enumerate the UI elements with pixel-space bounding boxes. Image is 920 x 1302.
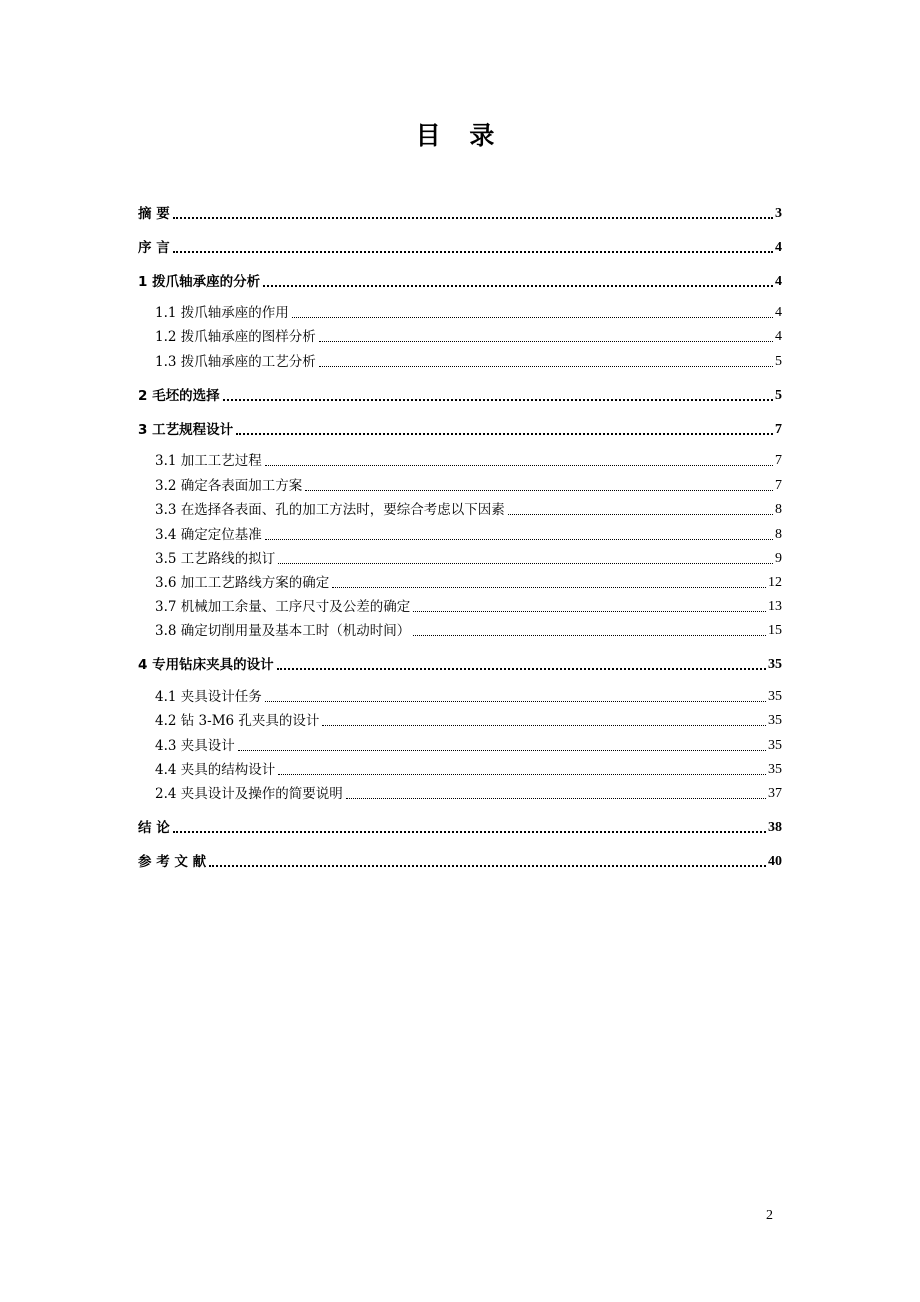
toc-entry[interactable]: [155, 710, 782, 732]
toc-entry-page-number: 38: [768, 820, 782, 835]
toc-dot-leader: [319, 366, 773, 367]
toc-dot-leader: [265, 465, 773, 466]
toc-dot-leader: [278, 563, 773, 564]
toc-dot-leader: [236, 433, 773, 435]
toc-entry[interactable]: [138, 271, 782, 293]
toc-entry-label: 2.4 夹具设计及操作的简要说明: [155, 786, 343, 802]
toc-entry[interactable]: [155, 351, 782, 373]
toc-entry-page-number: 5: [775, 388, 782, 403]
page-number: 2: [766, 1208, 773, 1223]
toc-entry-page-number: 4: [775, 274, 782, 289]
toc-dot-leader: [173, 251, 773, 253]
toc-entry-label: 3.3 在选择各表面、孔的加工方法时，要综合考虑以下因素: [155, 502, 505, 518]
toc-entry[interactable]: [155, 686, 782, 708]
toc-dot-leader: [173, 831, 766, 833]
toc-entry[interactable]: [155, 524, 782, 546]
toc-entry-label: 参 考 文 献: [138, 854, 207, 870]
toc-entry[interactable]: [155, 302, 782, 324]
toc-entry[interactable]: [155, 735, 782, 757]
toc-dot-leader: [263, 285, 773, 287]
toc-entry[interactable]: [138, 851, 782, 873]
toc-entry-page-number: 13: [768, 599, 782, 614]
toc-entry-label: 4.4 夹具的结构设计: [155, 762, 276, 778]
toc-entry-label: 4 专用钻床夹具的设计: [138, 657, 274, 673]
toc-entry-label: 4.1 夹具设计任务: [155, 689, 262, 705]
page-title: 目 录: [415, 121, 505, 150]
toc-entry-label: 3.7 机械加工余量、工序尺寸及公差的确定: [155, 599, 411, 615]
toc-entry-page-number: 35: [768, 738, 782, 753]
toc-entry-page-number: 8: [775, 527, 782, 542]
toc-entry-page-number: 4: [775, 305, 782, 320]
toc-dot-leader: [332, 587, 766, 588]
toc-entry-page-number: 3: [775, 206, 782, 221]
toc-entry[interactable]: [155, 499, 782, 521]
toc-entry-page-number: 15: [768, 623, 782, 638]
toc-entry-label: 3.2 确定各表面加工方案: [155, 478, 303, 494]
toc-entry-label: 3.8 确定切削用量及基本工时（机动时间）: [155, 623, 411, 639]
toc-dot-leader: [223, 399, 773, 401]
toc-entry-page-number: 7: [775, 422, 782, 437]
toc-dot-leader: [209, 865, 766, 867]
toc-entry-label: 结 论: [138, 820, 170, 836]
toc-entry-label: 3.5 工艺路线的拟订: [155, 551, 276, 567]
toc-dot-leader: [292, 317, 773, 318]
toc-entry[interactable]: [138, 237, 782, 259]
toc-dot-leader: [265, 701, 766, 702]
toc-dot-leader: [305, 490, 773, 491]
toc-entry-label: 3.1 加工工艺过程: [155, 453, 262, 469]
toc-entry-label: 4.2 钻 3-M6 孔夹具的设计: [155, 713, 320, 729]
toc-entry-page-number: 35: [768, 689, 782, 704]
toc-entry[interactable]: [155, 450, 782, 472]
toc-entry[interactable]: [155, 759, 782, 781]
toc-entry-label: 1 拨爪轴承座的分析: [138, 274, 261, 290]
toc-entry[interactable]: [138, 419, 782, 441]
toc-entry-page-number: 35: [768, 762, 782, 777]
toc-entry-label: 1.1 拨爪轴承座的作用: [155, 305, 289, 321]
toc-entry-label: 2 毛坯的选择: [138, 388, 220, 404]
toc-entry-page-number: 40: [768, 854, 782, 869]
toc-entry-page-number: 9: [775, 551, 782, 566]
toc-entry-page-number: 35: [768, 657, 782, 672]
toc-dot-leader: [413, 611, 766, 612]
toc-entry-page-number: 4: [775, 329, 782, 344]
toc-dot-leader: [322, 725, 766, 726]
toc-entry[interactable]: [155, 326, 782, 348]
toc-dot-leader: [508, 514, 773, 515]
toc-entry[interactable]: [155, 475, 782, 497]
toc-entry[interactable]: [138, 385, 782, 407]
toc-entry-page-number: 35: [768, 713, 782, 728]
toc-entry[interactable]: [138, 817, 782, 839]
toc-entry[interactable]: [155, 783, 782, 805]
toc-entry-label: 1.2 拨爪轴承座的图样分析: [155, 329, 316, 345]
toc-entry-label: 4.3 夹具设计: [155, 738, 235, 754]
toc-dot-leader: [265, 539, 773, 540]
toc-entry-page-number: 8: [775, 502, 782, 517]
toc-entry[interactable]: [155, 548, 782, 570]
toc-entry-label: 序 言: [138, 240, 170, 256]
toc-entry[interactable]: [155, 572, 782, 594]
toc-entry-label: 3 工艺规程设计: [138, 422, 234, 438]
toc-dot-leader: [277, 668, 766, 670]
toc-entry-label: 3.4 确定定位基准: [155, 527, 262, 543]
toc-entry-page-number: 5: [775, 354, 782, 369]
toc-entry-page-number: 37: [768, 786, 782, 801]
toc-entry[interactable]: [138, 654, 782, 676]
toc-dot-leader: [238, 750, 766, 751]
toc-entry[interactable]: [155, 596, 782, 618]
toc-entry-label: 3.6 加工工艺路线方案的确定: [155, 575, 330, 591]
toc-dot-leader: [173, 217, 773, 219]
toc-dot-leader: [346, 798, 766, 799]
toc-entry-page-number: 4: [775, 240, 782, 255]
toc-entry-label: 1.3 拨爪轴承座的工艺分析: [155, 354, 316, 370]
toc-entry[interactable]: [138, 203, 782, 225]
toc-dot-leader: [319, 341, 773, 342]
toc-entry-label: 摘 要: [138, 206, 170, 222]
toc-dot-leader: [413, 635, 766, 636]
toc-entry-page-number: 7: [775, 478, 782, 493]
toc-dot-leader: [278, 774, 766, 775]
toc-entry-page-number: 12: [768, 575, 782, 590]
toc-entry[interactable]: [155, 620, 782, 642]
toc-entry-page-number: 7: [775, 453, 782, 468]
